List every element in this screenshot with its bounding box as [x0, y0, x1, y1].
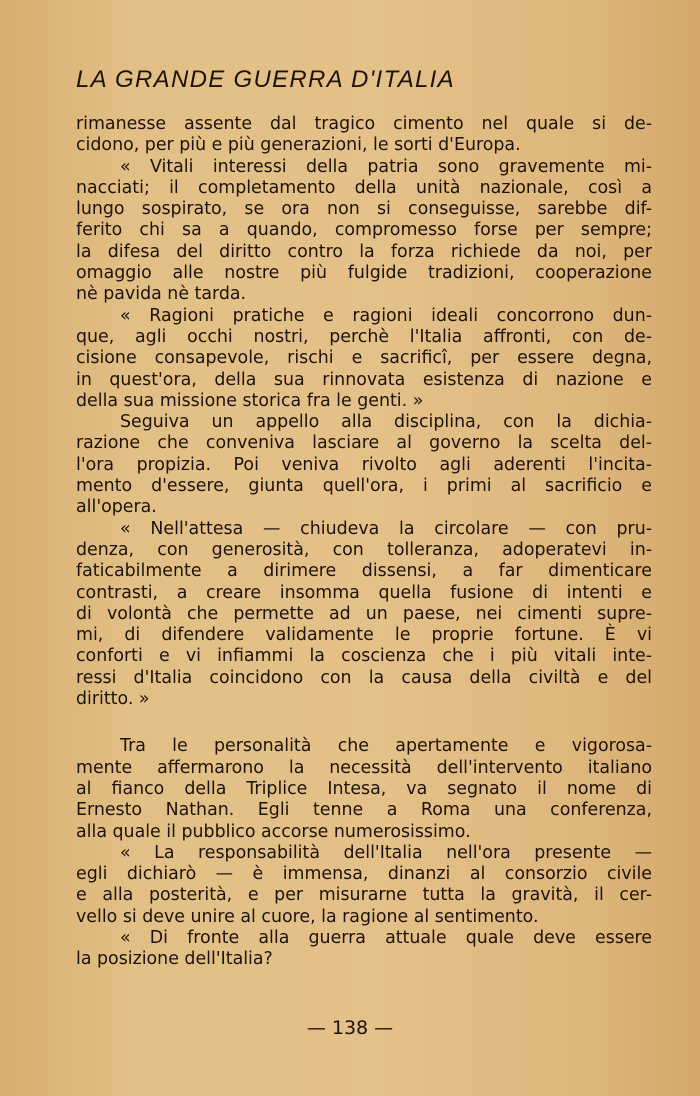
paragraph [76, 157, 652, 306]
text-line: que, agli occhi nostri, perchè l'Italia affronti, con de- [76, 326, 652, 347]
text-line: faticabilmente a dirimere dissensi, a far dimenticare [76, 561, 652, 582]
text-line: contrasti, a creare insomma quella fusione di intenti e [76, 582, 652, 603]
text-line: « Di fronte alla guerra attuale quale deve essere [120, 927, 652, 948]
text-line: Tra le personalità che apertamente e vigorosa- [120, 736, 652, 757]
paragraph [76, 736, 652, 842]
text-line: e alla posterità, e per misurarne tutta la gravità, il cer- [76, 885, 652, 906]
text-line: mi, di difendere validamente le proprie fortune. È vi [76, 625, 652, 646]
text-line: la posizione dell'Italia? [76, 949, 273, 970]
text-line: all'opera. [76, 497, 157, 518]
text-line: « Nell'attesa — chiudeva la circolare — con pru- [120, 518, 652, 539]
text-line: nacciati; il completamento della unità nazionale, così a [76, 177, 652, 198]
text-line: mente affermarono la necessità dell'intervento italiano [76, 757, 652, 778]
text-line: alla quale il pubblico accorse numerosissimo. [76, 821, 471, 842]
running-head: LA GRANDE GUERRA D'ITALIA [76, 66, 455, 93]
text-line: ressi d'Italia coincidono con la causa della civiltà e del [76, 667, 652, 688]
text-line: di volontà che permette ad un paese, nei cimenti supre- [76, 603, 652, 624]
text-line: lungo sospirato, se ora non si conseguisse, sarebbe dif- [76, 199, 652, 220]
paragraph [76, 519, 652, 711]
section-gap [76, 710, 652, 736]
text-line: ferito chi sa a quando, compromesso forse per sempre; [76, 220, 652, 241]
text-line: « Vitali interessi della patria sono gravemente mi- [120, 156, 652, 177]
body-text [76, 114, 652, 971]
text-line: rimanesse assente dal tragico cimento nel quale si de- [76, 114, 652, 134]
text-line: omaggio alle nostre più fulgide tradizioni, cooperazione [76, 263, 652, 284]
paragraph [76, 843, 652, 928]
text-line: « La responsabilità dell'Italia nell'ora presente — [120, 842, 652, 863]
paragraph [76, 412, 652, 518]
paragraph [76, 114, 652, 157]
text-line: conforti e vi infiammi la coscienza che i più vitali inte- [76, 646, 652, 667]
text-line: diritto. » [76, 689, 150, 710]
text-line: cisione consapevole, rischi e sacrificî, per essere degna, [76, 348, 652, 369]
text-line: vello si deve unire al cuore, la ragione al sentimento. [76, 906, 539, 927]
text-line: la difesa del diritto contro la forza richiede da noi, per [76, 241, 652, 262]
text-line: l'ora propizia. Poi veniva rivolto agli aderenti l'incita- [76, 454, 652, 475]
text-line: al fianco della Triplice Intesa, va segnato il nome di [76, 778, 652, 799]
text-line: razione che conveniva lasciare al governo la scelta del- [76, 433, 652, 454]
text-line: della sua missione storica fra le genti. » [76, 390, 424, 411]
text-line: in quest'ora, della sua rinnovata esistenza di nazione e [76, 369, 652, 390]
text-line: « Ragioni pratiche e ragioni ideali concorrono dun- [120, 305, 652, 326]
paragraph [76, 928, 652, 971]
text-line: denza, con generosità, con tolleranza, adoperatevi in- [76, 539, 652, 560]
page-number: — 138 — [306, 1017, 394, 1039]
text-line: Seguiva un appello alla disciplina, con la dichia- [120, 412, 652, 433]
paragraph [76, 306, 652, 412]
text-line: egli dichiarò — è immensa, dinanzi al consorzio civile [76, 864, 652, 885]
text-line: Ernesto Nathan. Egli tenne a Roma una conferenza, [76, 800, 652, 821]
text-line: cidono, per più e più generazioni, le sorti d'Europa. [76, 135, 521, 156]
text-line: mento d'essere, giunta quell'ora, i primi al sacrificio e [76, 476, 652, 497]
text-line: nè pavida nè tarda. [76, 284, 247, 305]
